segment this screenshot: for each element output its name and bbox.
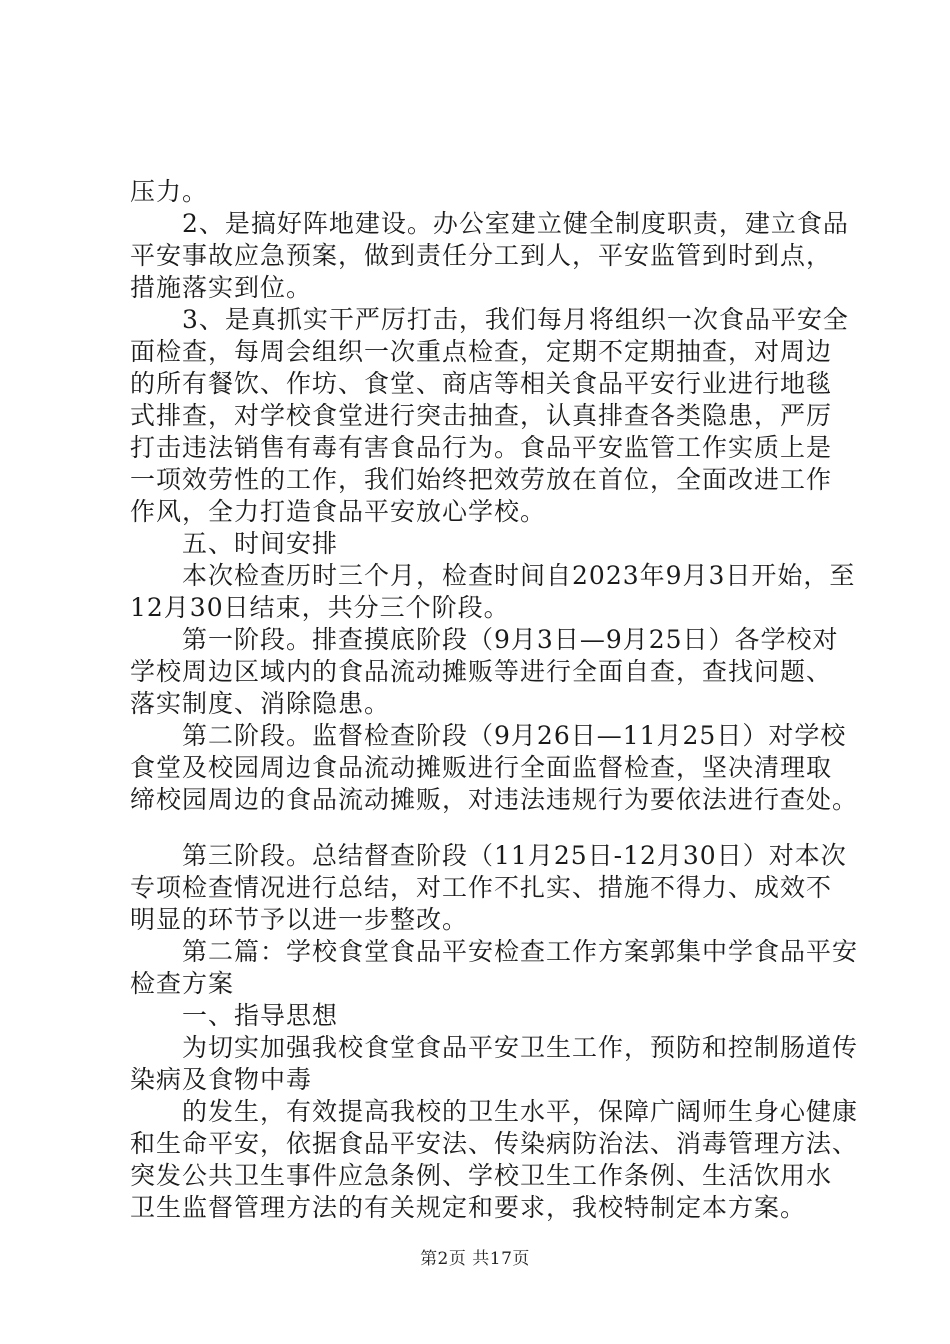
body-line: 面检查，每周会组织一次重点检查，定期不定期抽查，对周边 xyxy=(130,337,833,366)
body-line: 第二阶段。监督检查阶段（9月26日—11月25日）对学校 xyxy=(130,721,847,750)
body-line: 的所有餐饮、作坊、食堂、商店等相关食品平安行业进行地毯 xyxy=(130,369,833,398)
body-line: 作风，全力打造食品平安放心学校。 xyxy=(130,497,547,526)
body-line: 压力。 xyxy=(130,177,209,206)
chapter-heading: 检查方案 xyxy=(130,969,235,998)
body-line: 明显的环节予以进一步整改。 xyxy=(130,905,469,934)
body-line: 3、是真抓实干严厉打击，我们每月将组织一次食品平安全 xyxy=(130,305,849,334)
body-line: 式排查，对学校食堂进行突击抽查，认真排查各类隐患，严厉 xyxy=(130,401,833,430)
body-line: 学校周边区域内的食品流动摊贩等进行全面自查，查找问题、 xyxy=(130,657,833,686)
chapter-heading: 第二篇：学校食堂食品平安检查工作方案郭集中学食品平安 xyxy=(130,937,859,966)
body-line: 卫生监督管理方法的有关规定和要求，我校特制定本方案。 xyxy=(130,1193,807,1222)
section-heading: 一、指导思想 xyxy=(130,1001,339,1030)
body-line: 2、是搞好阵地建设。办公室建立健全制度职责，建立食品 xyxy=(130,209,849,238)
body-line: 措施落实到位。 xyxy=(130,273,313,302)
body-line: 本次检查历时三个月，检查时间自2023年9月3日开始，至 xyxy=(130,561,856,590)
page-footer: 第2页 共17页 xyxy=(420,1249,530,1269)
body-line: 染病及食物中毒 xyxy=(130,1065,313,1094)
body-line: 缔校园周边的食品流动摊贩，对违法违规行为要依法进行查处。 xyxy=(130,785,859,814)
body-line: 平安事故应急预案，做到责任分工到人，平安监管到时到点， xyxy=(130,241,833,270)
body-line: 一项效劳性的工作，我们始终把效劳放在首位，全面改进工作 xyxy=(130,465,833,494)
section-heading: 五、时间安排 xyxy=(130,529,339,558)
body-line: 第一阶段。排查摸底阶段（9月3日—9月25日）各学校对 xyxy=(130,625,839,654)
body-line: 12月30日结束，共分三个阶段。 xyxy=(130,593,510,622)
body-line: 打击违法销售有毒有害食品行为。食品平安监管工作实质上是 xyxy=(130,433,833,462)
body-line: 专项检查情况进行总结，对工作不扎实、措施不得力、成效不 xyxy=(130,873,833,902)
body-line: 落实制度、消除隐患。 xyxy=(130,689,391,718)
body-line: 为切实加强我校食堂食品平安卫生工作，预防和控制肠道传 xyxy=(130,1033,859,1062)
body-line: 第三阶段。总结督查阶段（11月25日-12月30日）对本次 xyxy=(130,841,847,870)
body-line: 食堂及校园周边食品流动摊贩进行全面监督检查，坚决清理取 xyxy=(130,753,833,782)
body-line: 的发生，有效提高我校的卫生水平，保障广阔师生身心健康 xyxy=(130,1097,859,1126)
body-line: 突发公共卫生事件应急条例、学校卫生工作条例、生活饮用水 xyxy=(130,1161,833,1190)
body-line: 和生命平安，依据食品平安法、传染病防治法、消毒管理方法、 xyxy=(130,1129,859,1158)
